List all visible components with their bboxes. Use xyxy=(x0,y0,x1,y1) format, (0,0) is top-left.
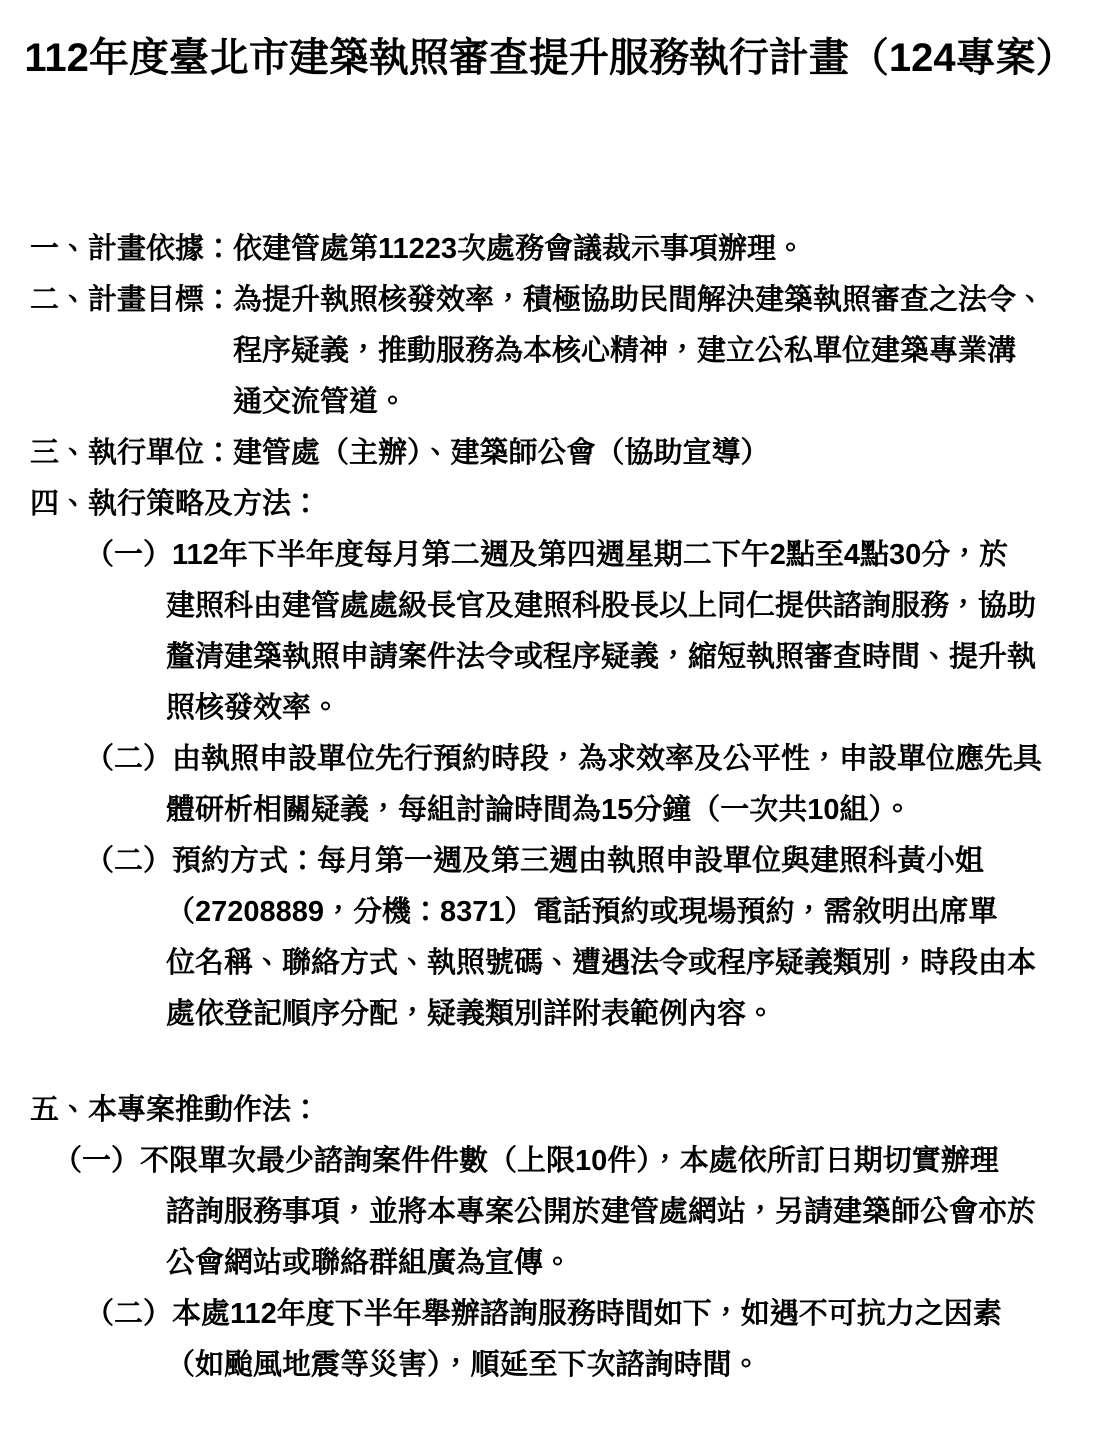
text-line-strategy-item1: （一）112年下半年度每月第二週及第四週星期二下午2點至4點30分，於 xyxy=(85,539,1009,571)
text-line-promotion-item1: （一）不限單次最少諮詢案件件數（上限10件），本處依所訂日期切實辦理 xyxy=(53,1145,999,1177)
text-line-booking-method-c3: 處依登記順序分配，疑義類別詳附表範例內容。 xyxy=(166,998,776,1030)
text-line-promotion-header: 五、本專案推動作法： xyxy=(30,1094,321,1126)
text-line-promotion-item1-c2: 公會網站或聯絡群組廣為宣傳。 xyxy=(166,1247,573,1279)
text-line-strategy-item1-c1: 建照科由建管處處級長官及建照科股長以上同仁提供諮詢服務，協助 xyxy=(166,590,1037,622)
text-line-plan-goal-cont-2: 通交流管道。 xyxy=(233,386,408,418)
text-line-promotion-item2: （二）本處112年度下半年舉辦諮詢服務時間如下，如遇不可抗力之因素 xyxy=(85,1298,1002,1330)
text-line-booking-method-c1: （27208889，分機：8371）電話預約或現場預約，需敘明出席單 xyxy=(166,896,998,928)
document-page xyxy=(0,30,1100,1450)
text-line-plan-goal-cont-1: 程序疑義，推動服務為本核心精神，建立公私單位建築專業溝 xyxy=(233,335,1017,367)
text-line-strategy-item1-c2: 釐清建築執照申請案件法令或程序疑義，縮短執照審查時間、提升執 xyxy=(166,641,1037,673)
text-line-strategy-item1-c3: 照核發效率。 xyxy=(166,692,341,724)
text-line-promotion-item2-c1: （如颱風地震等災害），順延至下次諮詢時間。 xyxy=(166,1349,761,1381)
document-title: 112年度臺北市建築執照審查提升服務執行計畫（124專案） xyxy=(24,36,1076,80)
document-body xyxy=(0,224,1100,1391)
text-line-booking-method-c2: 位名稱、聯絡方式、執照號碼、遭遇法令或程序疑義類別，時段由本 xyxy=(166,947,1037,979)
text-line-promotion-item1-c1: 諮詢服務事項，並將本專案公開於建管處網站，另請建築師公會亦於 xyxy=(166,1196,1037,1228)
text-line-strategy-item2: （二）由執照申設單位先行預約時段，為求效率及公平性，申設單位應先具 xyxy=(85,743,1043,775)
text-line-booking-method: （二）預約方式：每月第一週及第三週由執照申設單位與建照科黃小姐 xyxy=(85,845,985,877)
text-line-exec-unit: 三、執行單位：建管處（主辦）、建築師公會（協助宣導） xyxy=(30,437,770,469)
text-line-plan-goal: 二、計畫目標：為提升執照核發效率，積極協助民間解決建築執照審查之法令、 xyxy=(30,284,1046,316)
text-line-strategy-item2-c1: 體研析相關疑義，每組討論時間為15分鐘（一次共10組）。 xyxy=(166,794,913,826)
text-line-strategy-header: 四、執行策略及方法： xyxy=(30,488,321,520)
text-line-plan-basis: 一、計畫依據：依建管處第11223次處務會議裁示事項辦理。 xyxy=(30,233,806,265)
